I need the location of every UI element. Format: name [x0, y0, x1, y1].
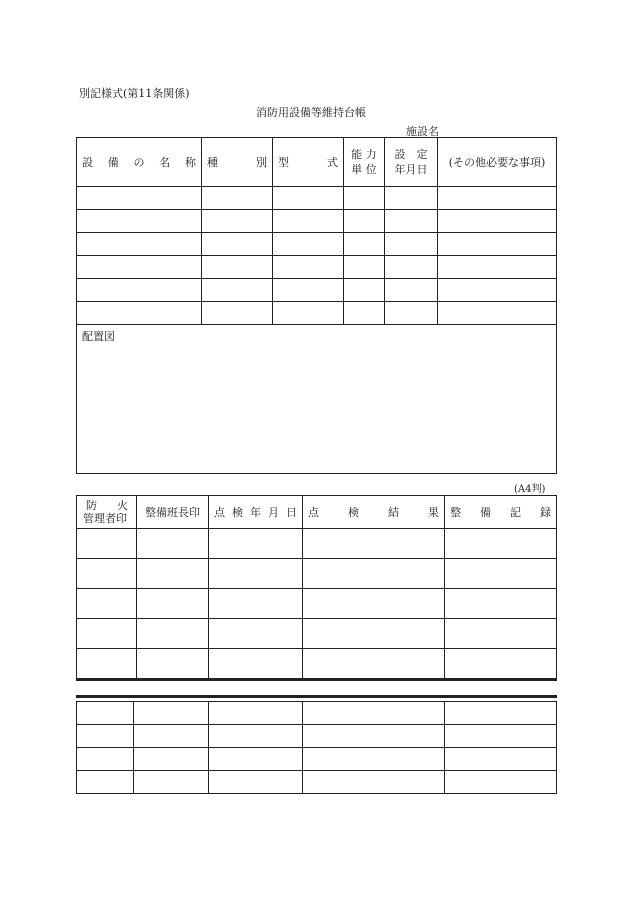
- inspection-table: [76, 495, 557, 679]
- table-row: [77, 589, 557, 619]
- page-break-rule-bottom: [76, 678, 557, 681]
- inspection-table-continued: [76, 701, 557, 794]
- col-other-notes: (その他必要な事項): [438, 138, 557, 187]
- col-installed-date: 設 定 年月日: [385, 138, 438, 187]
- table-row: [77, 210, 557, 233]
- table-row: [77, 187, 557, 210]
- document-title: 消防用設備等維持台帳: [256, 106, 366, 119]
- facility-name-label: 施設名: [406, 125, 439, 138]
- form-reference: 別記様式(第11条関係): [79, 87, 190, 100]
- table-row: [77, 649, 557, 679]
- table-row: [77, 771, 557, 794]
- col-capacity-unit: 能 力 単 位: [344, 138, 385, 187]
- table-row: [77, 702, 557, 725]
- inspection-header-row: [77, 496, 557, 529]
- paper-size-note: (A4判): [514, 484, 546, 495]
- layout-diagram-area[interactable]: [77, 325, 557, 474]
- equipment-table: [76, 137, 557, 474]
- col-inspection-date: 点 検 年 月 日: [209, 496, 303, 529]
- col-model: 型 式: [273, 138, 344, 187]
- equipment-header-row: [77, 138, 557, 187]
- table-row: [77, 279, 557, 302]
- col-fire-manager-seal: 防 火 管理者印: [77, 496, 137, 529]
- layout-diagram-label: 配置図: [82, 330, 115, 343]
- table-row: [77, 559, 557, 589]
- col-maintenance-record: 整 備 記 録: [445, 496, 557, 529]
- table-row: [77, 302, 557, 325]
- page-break-rule-top: [76, 695, 557, 698]
- table-row: [77, 233, 557, 256]
- col-equipment-name: 設 備 の 名 称: [77, 138, 202, 187]
- layout-diagram-row: [77, 325, 557, 474]
- col-type: 種 別: [202, 138, 273, 187]
- table-row: [77, 725, 557, 748]
- col-chief-seal: 整備班長印: [137, 496, 209, 529]
- col-inspection-result: 点 検 結 果: [303, 496, 445, 529]
- table-row: [77, 256, 557, 279]
- table-row: [77, 619, 557, 649]
- table-row: [77, 748, 557, 771]
- table-row: [77, 529, 557, 559]
